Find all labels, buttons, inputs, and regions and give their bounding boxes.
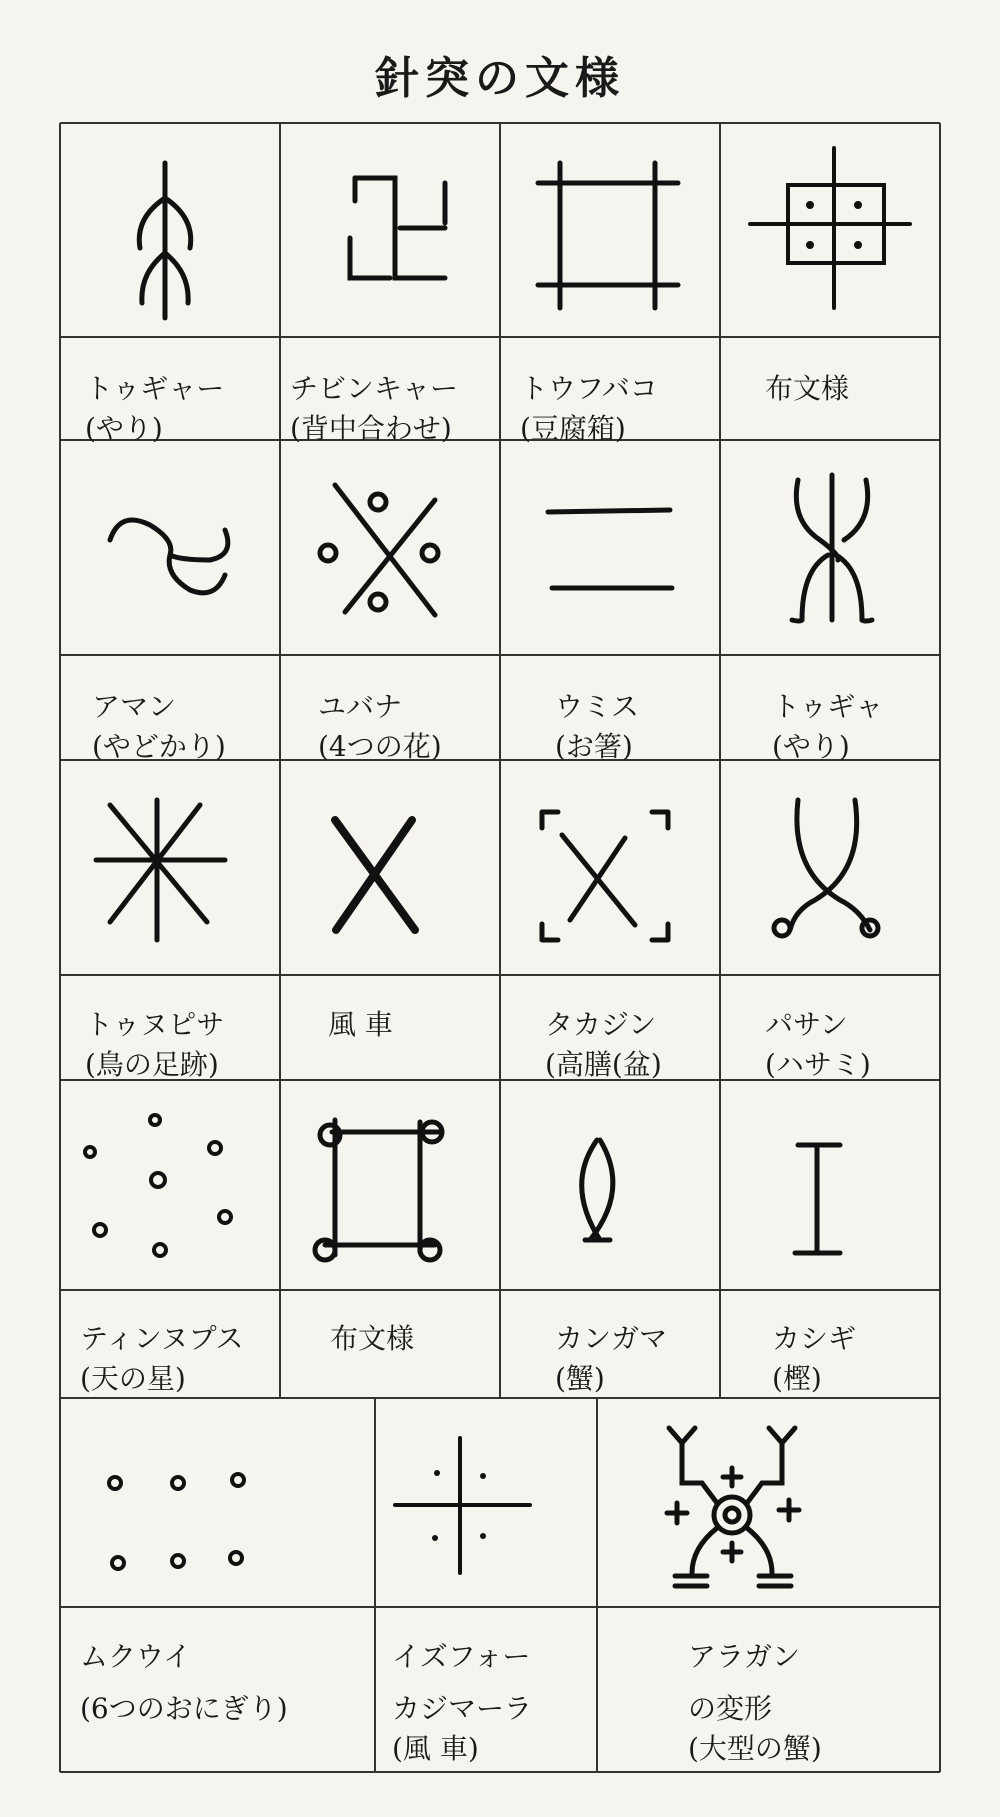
label-cell [80, 1322, 244, 1396]
label-cell [80, 1640, 288, 1726]
symbol-tofu-box [500, 123, 720, 337]
label-line: アラガン [688, 1640, 801, 1673]
label-line: (豆腐箱) [520, 412, 626, 445]
label-line: (ハサミ) [765, 1048, 871, 1081]
symbol-spear [60, 123, 280, 337]
label-line: ムクウイ [80, 1640, 192, 1673]
label-line: トウフバコ [520, 372, 658, 405]
symbol-hermit-crab [60, 440, 280, 655]
label-line: 布文様 [330, 1322, 415, 1355]
symbol-chopsticks [500, 440, 720, 655]
symbol-windmill [280, 760, 500, 975]
label-cell [85, 1008, 224, 1082]
symbol-crab [500, 1080, 720, 1290]
label-line: トゥギャー [85, 372, 225, 405]
symbol-kazamara [375, 1398, 597, 1607]
label-line: の変形 [688, 1692, 773, 1725]
label-cell [555, 690, 639, 764]
symbol-cloth-pattern [720, 123, 940, 337]
symbol-aragan-variant [597, 1398, 940, 1607]
label-cell [772, 1322, 856, 1396]
label-line: 風 車 [328, 1008, 393, 1041]
label-line: イズフォー [392, 1640, 531, 1673]
label-line: ティンヌプス [80, 1322, 244, 1355]
label-cell [92, 690, 226, 764]
label-line: (樫) [772, 1362, 822, 1395]
label-line: アマン [92, 690, 177, 723]
label-line: トゥギャ [772, 690, 884, 723]
label-line: (大型の蟹) [688, 1732, 822, 1765]
label-cell [555, 1322, 667, 1396]
symbol-star-dots [60, 1080, 280, 1290]
label-line: パサン [765, 1008, 848, 1041]
label-cell [318, 690, 442, 764]
symbol-tray [500, 760, 720, 975]
label-line: チビンキャー [290, 372, 459, 405]
label-line: (天の星) [80, 1362, 186, 1395]
label-cell [765, 372, 849, 406]
label-cell [545, 1008, 662, 1082]
symbol-oak [720, 1080, 940, 1290]
label-line: カンガマ [555, 1322, 668, 1355]
symbol-back-to-back [280, 123, 500, 337]
label-line: カジマーラ [392, 1692, 533, 1725]
label-line: (鳥の足跡) [85, 1048, 219, 1081]
label-line: ユバナ [318, 690, 403, 723]
symbol-spear-2 [720, 440, 940, 655]
label-line: (やどかり) [92, 730, 226, 763]
label-line: 布文様 [765, 372, 850, 405]
label-cell [520, 372, 658, 446]
label-line: (背中合わせ) [290, 412, 452, 445]
label-cell [85, 372, 224, 446]
label-line: (やり) [772, 730, 850, 763]
label-cell [330, 1322, 414, 1356]
label-line: (やり) [85, 412, 163, 445]
symbol-six-rice-balls [60, 1398, 375, 1607]
label-line: ウミス [555, 690, 640, 723]
label-line: トゥヌピサ [85, 1008, 225, 1041]
symbol-scissors [720, 760, 940, 975]
symbol-cloth-pattern-2 [280, 1080, 500, 1290]
label-cell [688, 1640, 822, 1766]
label-line: (6つのおにぎり) [80, 1692, 288, 1725]
page-title: 針突の文様 [375, 53, 625, 104]
label-cell [765, 1008, 871, 1082]
label-line: タカジン [545, 1008, 657, 1041]
label-line: (風 車) [392, 1732, 479, 1765]
label-line: カシギ [772, 1322, 857, 1355]
label-cell [392, 1640, 532, 1766]
symbol-four-flowers [280, 440, 500, 655]
symbol-bird-footprint [60, 760, 280, 975]
label-line: (4つの花) [318, 730, 442, 763]
label-line: (蟹) [555, 1362, 605, 1395]
label-cell [290, 372, 458, 446]
label-cell [772, 690, 883, 764]
label-line: (お箸) [555, 730, 633, 763]
label-cell [328, 1008, 393, 1042]
label-line: (高膳(盆) [545, 1048, 662, 1081]
